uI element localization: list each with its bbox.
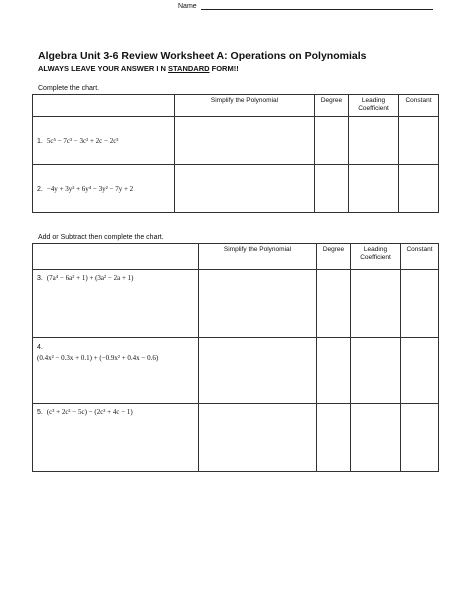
constant-header: Constant: [401, 244, 439, 270]
problem-expression: −4y + 3y² + 6y⁴ − 3y² − 7y + 2: [46, 184, 134, 193]
degree-answer-cell[interactable]: [315, 117, 349, 165]
subtitle-underlined-word: STANDARD: [168, 64, 210, 73]
constant-answer-cell[interactable]: [399, 117, 439, 165]
problem-number: 4.: [37, 344, 43, 351]
simplify-answer-cell[interactable]: [199, 404, 317, 472]
simplify-answer-cell[interactable]: [199, 270, 317, 338]
leading-coefficient-answer-cell[interactable]: [349, 117, 399, 165]
section1-table: [32, 94, 439, 213]
constant-answer-cell[interactable]: [401, 270, 439, 338]
degree-answer-cell[interactable]: [317, 270, 351, 338]
leading-coefficient-answer-cell[interactable]: [349, 165, 399, 213]
problem-number: 5.: [37, 409, 43, 416]
worksheet-subtitle: [38, 64, 239, 73]
name-label: Name: [178, 3, 197, 10]
problem-expression: 5c⁵ − 7c³ − 3c² + 2c − 2c³: [46, 136, 119, 145]
table-row: [33, 338, 439, 404]
leading-coefficient-header: Leading Coefficient: [349, 95, 399, 117]
table-row: [33, 270, 439, 338]
worksheet-title: Algebra Unit 3-6 Review Worksheet A: Operations on Polynomials: [38, 50, 367, 62]
problem-expression: (c³ + 2c² − 5c) − (2c³ + 4c − 1): [46, 408, 133, 416]
name-field[interactable]: [178, 1, 433, 10]
name-blank-line[interactable]: [201, 1, 433, 10]
constant-answer-cell[interactable]: [401, 338, 439, 404]
problem-number: 1.: [37, 137, 43, 145]
problem-cell: [33, 338, 199, 404]
leading-coefficient-header: Leading Coefficient: [351, 244, 401, 270]
table-row: [33, 165, 439, 213]
section2-instruction: Add or Subtract then complete the chart.: [38, 234, 164, 241]
simplify-answer-cell[interactable]: [199, 338, 317, 404]
problem-expression: (0.4x² − 0.3x + 0.1) + (−0.9x² + 0.4x − 0.6): [37, 354, 159, 362]
leading-coefficient-answer-cell[interactable]: [351, 404, 401, 472]
constant-header: Constant: [399, 95, 439, 117]
simplify-header: Simplify the Polynomial: [175, 95, 315, 117]
problem-cell: [33, 270, 199, 338]
degree-answer-cell[interactable]: [317, 404, 351, 472]
section2-table: [32, 243, 439, 472]
degree-answer-cell[interactable]: [317, 338, 351, 404]
simplify-header: Simplify the Polynomial: [199, 244, 317, 270]
degree-header: Degree: [317, 244, 351, 270]
subtitle-text-before: ALWAYS LEAVE YOUR ANSWER I N: [38, 64, 169, 73]
problem-cell: [33, 404, 199, 472]
table-row: [33, 404, 439, 472]
leading-coefficient-answer-cell[interactable]: [351, 270, 401, 338]
section1-instruction: Complete the chart.: [38, 85, 100, 92]
table-row: [33, 117, 439, 165]
problem-expression: (7a⁴ − 6a² + 1) + (3a² − 2a + 1): [46, 274, 134, 282]
problem-cell: [33, 117, 175, 165]
problem-header: [33, 95, 175, 117]
section2-header-row: [33, 244, 439, 270]
leading-coefficient-answer-cell[interactable]: [351, 338, 401, 404]
problem-cell: [33, 165, 175, 213]
problem-number: 2.: [37, 185, 43, 193]
simplify-answer-cell[interactable]: [175, 165, 315, 213]
subtitle-text-after: FORM!!: [209, 64, 239, 73]
constant-answer-cell[interactable]: [401, 404, 439, 472]
problem-header: [33, 244, 199, 270]
degree-header: Degree: [315, 95, 349, 117]
problem-number: 3.: [37, 275, 43, 282]
degree-answer-cell[interactable]: [315, 165, 349, 213]
simplify-answer-cell[interactable]: [175, 117, 315, 165]
section1-header-row: [33, 95, 439, 117]
constant-answer-cell[interactable]: [399, 165, 439, 213]
